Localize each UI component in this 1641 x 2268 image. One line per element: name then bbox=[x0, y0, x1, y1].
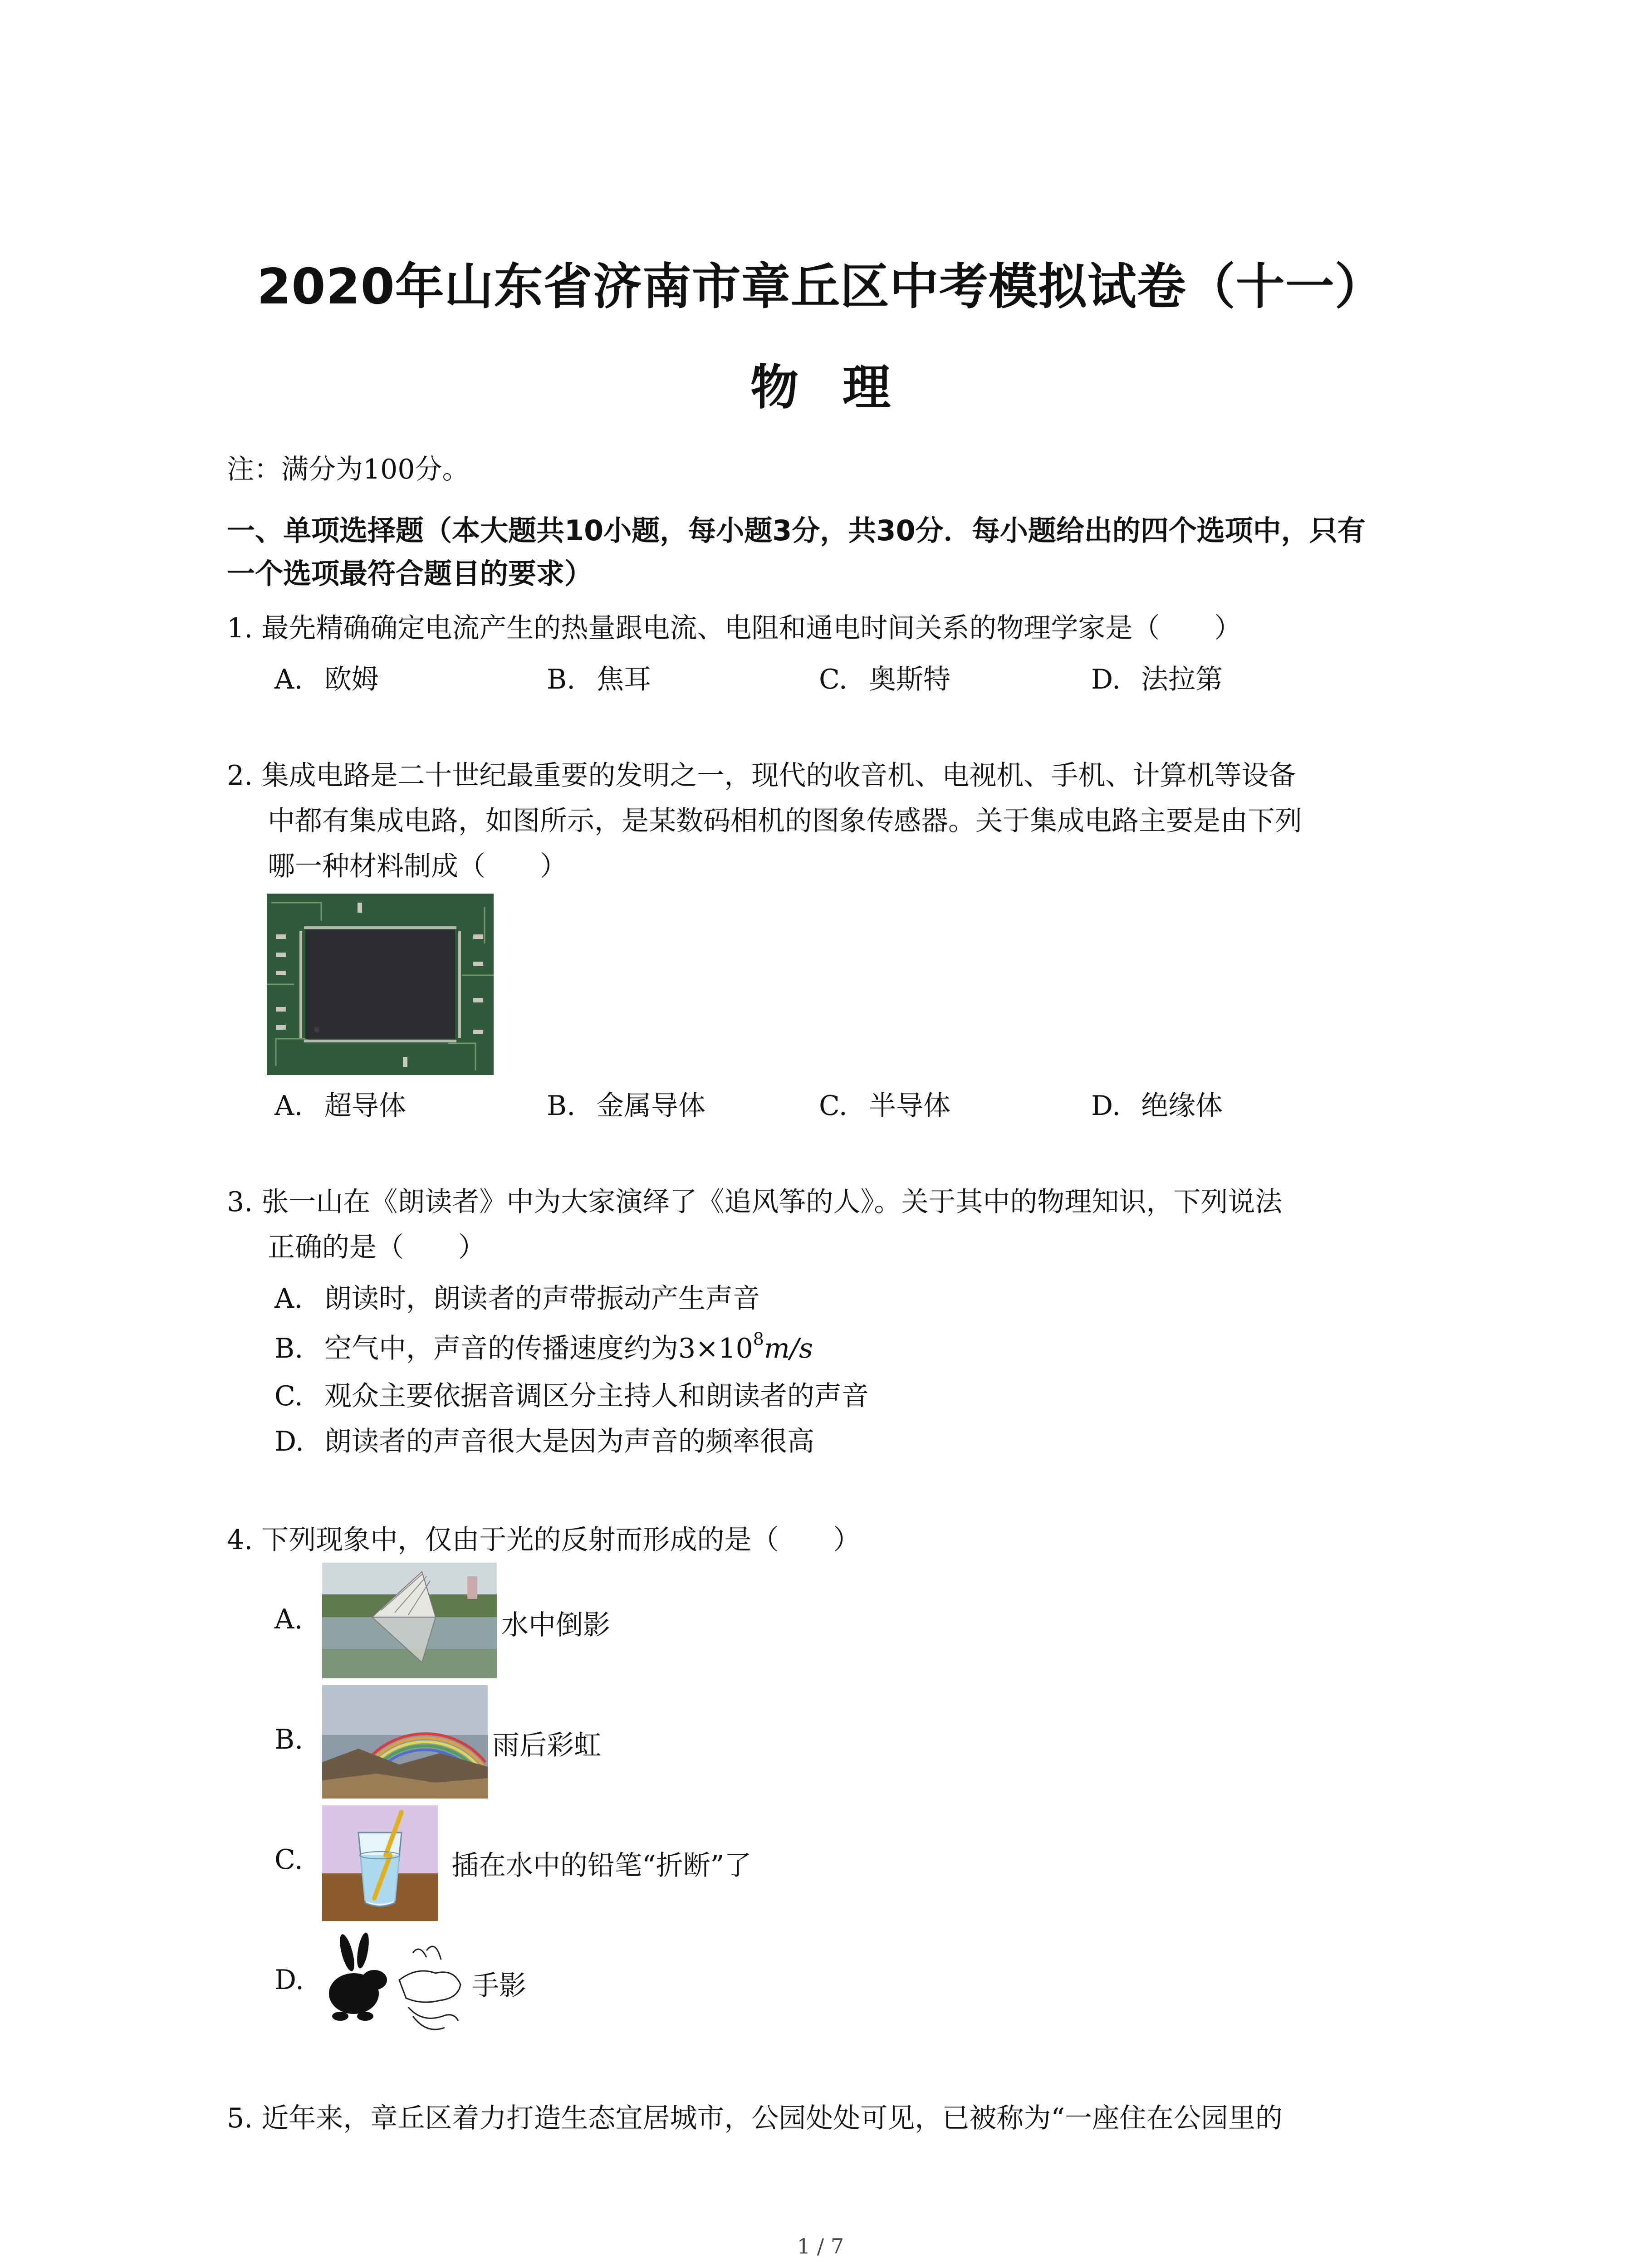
score-note: 注：满分为100分。 bbox=[227, 454, 470, 485]
option-text: 金属导体 bbox=[597, 1090, 705, 1122]
question-4-option-b[interactable] bbox=[274, 1724, 324, 1755]
option-label: C. bbox=[819, 664, 847, 695]
page-number: 1 / 7 bbox=[797, 2234, 844, 2258]
question-1-stem: 1. 最先精确确定电流产生的热量跟电流、电阻和通电时间关系的物理学家是（ ） bbox=[227, 612, 1242, 644]
section-heading-line2: 一个选项最符合题目的要求） bbox=[227, 557, 593, 590]
option-text: 焦耳 bbox=[597, 664, 651, 695]
subject-title: 物 理 bbox=[750, 360, 891, 415]
question-4-option-d[interactable] bbox=[274, 1964, 324, 1996]
pencil-in-water-image bbox=[322, 1805, 438, 1921]
option-text: 观众主要依据音调区分主持人和朗读者的声音 bbox=[324, 1380, 869, 1412]
water-reflection-image bbox=[322, 1563, 497, 1678]
question-3-option-c[interactable] bbox=[274, 1374, 869, 1413]
section-heading-line1: 一、单项选择题（本大题共10小题，每小题3分，共30分．每小题给出的四个选项中，只有 bbox=[227, 514, 1366, 547]
option-label: C. bbox=[274, 1844, 303, 1876]
option-text: 法拉第 bbox=[1141, 664, 1223, 695]
question-3-stem-line2: 正确的是（ ） bbox=[268, 1232, 485, 1263]
option-text: 朗读者的声音很大是因为声音的频率很高 bbox=[324, 1426, 814, 1457]
question-3-option-d[interactable] bbox=[274, 1420, 814, 1459]
option-label: C. bbox=[819, 1090, 847, 1122]
option-label: D. bbox=[274, 1964, 304, 1996]
question-1-option-d[interactable] bbox=[1091, 658, 1223, 697]
rainbow-image bbox=[322, 1685, 488, 1799]
question-1-option-a[interactable] bbox=[274, 658, 379, 697]
question-1-option-b[interactable] bbox=[547, 658, 651, 697]
hand-shadow-image bbox=[322, 1926, 467, 2039]
question-3-stem-line1: 3. 张一山在《朗读者》中为大家演绎了《追风筝的人》。关于其中的物理知识，下列说法 bbox=[227, 1186, 1283, 1218]
option-label: B. bbox=[274, 1333, 304, 1364]
question-4-stem: 4. 下列现象中，仅由于光的反射而形成的是（ ） bbox=[227, 1524, 861, 1556]
question-4-option-c[interactable] bbox=[274, 1844, 324, 1876]
option-text: 空气中，声音的传播速度约为3×10 bbox=[324, 1333, 753, 1364]
option-label: A. bbox=[274, 1283, 303, 1315]
question-2-stem-line3: 哪一种材料制成（ ） bbox=[268, 850, 567, 882]
question-1-option-c[interactable] bbox=[819, 658, 950, 697]
image-sensor-chip-image bbox=[267, 894, 494, 1075]
question-4-option-b-text: 雨后彩虹 bbox=[492, 1730, 601, 1761]
speed-unit: m/s bbox=[764, 1333, 813, 1364]
option-label: A. bbox=[274, 1603, 303, 1635]
question-2-option-d[interactable] bbox=[1091, 1084, 1223, 1123]
option-text: 朗读时，朗读者的声带振动产生声音 bbox=[324, 1283, 760, 1315]
exam-title: 2020年山东省济南市章丘区中考模拟试卷（十一） bbox=[257, 259, 1384, 315]
question-2-stem-line2: 中都有集成电路，如图所示，是某数码相机的图象传感器。关于集成电路主要是由下列 bbox=[268, 805, 1302, 837]
question-4-option-d-text: 手影 bbox=[472, 1970, 526, 2002]
option-label: B. bbox=[547, 1090, 576, 1122]
question-3-option-a[interactable] bbox=[274, 1277, 760, 1316]
question-2-option-c[interactable] bbox=[819, 1084, 950, 1123]
question-2-option-a[interactable] bbox=[274, 1084, 406, 1123]
option-label: A. bbox=[274, 664, 303, 695]
option-label: B. bbox=[274, 1724, 304, 1755]
exponent: 8 bbox=[753, 1329, 764, 1349]
question-3-option-b[interactable] bbox=[274, 1327, 813, 1366]
option-text: 半导体 bbox=[869, 1090, 950, 1122]
option-text: 超导体 bbox=[324, 1090, 406, 1122]
question-2-stem-line1: 2. 集成电路是二十世纪最重要的发明之一，现代的收音机、电视机、手机、计算机等设备 bbox=[227, 760, 1296, 792]
question-4-option-c-text: 插在水中的铅笔“折断”了 bbox=[451, 1850, 752, 1882]
question-4-option-a-text: 水中倒影 bbox=[501, 1609, 610, 1641]
option-text: 绝缘体 bbox=[1141, 1090, 1223, 1122]
option-label: D. bbox=[274, 1426, 304, 1457]
option-label: B. bbox=[547, 664, 576, 695]
option-label: C. bbox=[274, 1380, 303, 1412]
question-4-option-a[interactable] bbox=[274, 1603, 324, 1635]
option-text: 欧姆 bbox=[324, 664, 379, 695]
option-text: 奥斯特 bbox=[869, 664, 950, 695]
question-2-option-b[interactable] bbox=[547, 1084, 705, 1123]
option-label: D. bbox=[1091, 664, 1121, 695]
option-label: A. bbox=[274, 1090, 303, 1122]
option-label: D. bbox=[1091, 1090, 1121, 1122]
question-5-stem: 5. 近年来，章丘区着力打造生态宜居城市，公园处处可见，已被称为“一座住在公园里的 bbox=[227, 2102, 1283, 2134]
